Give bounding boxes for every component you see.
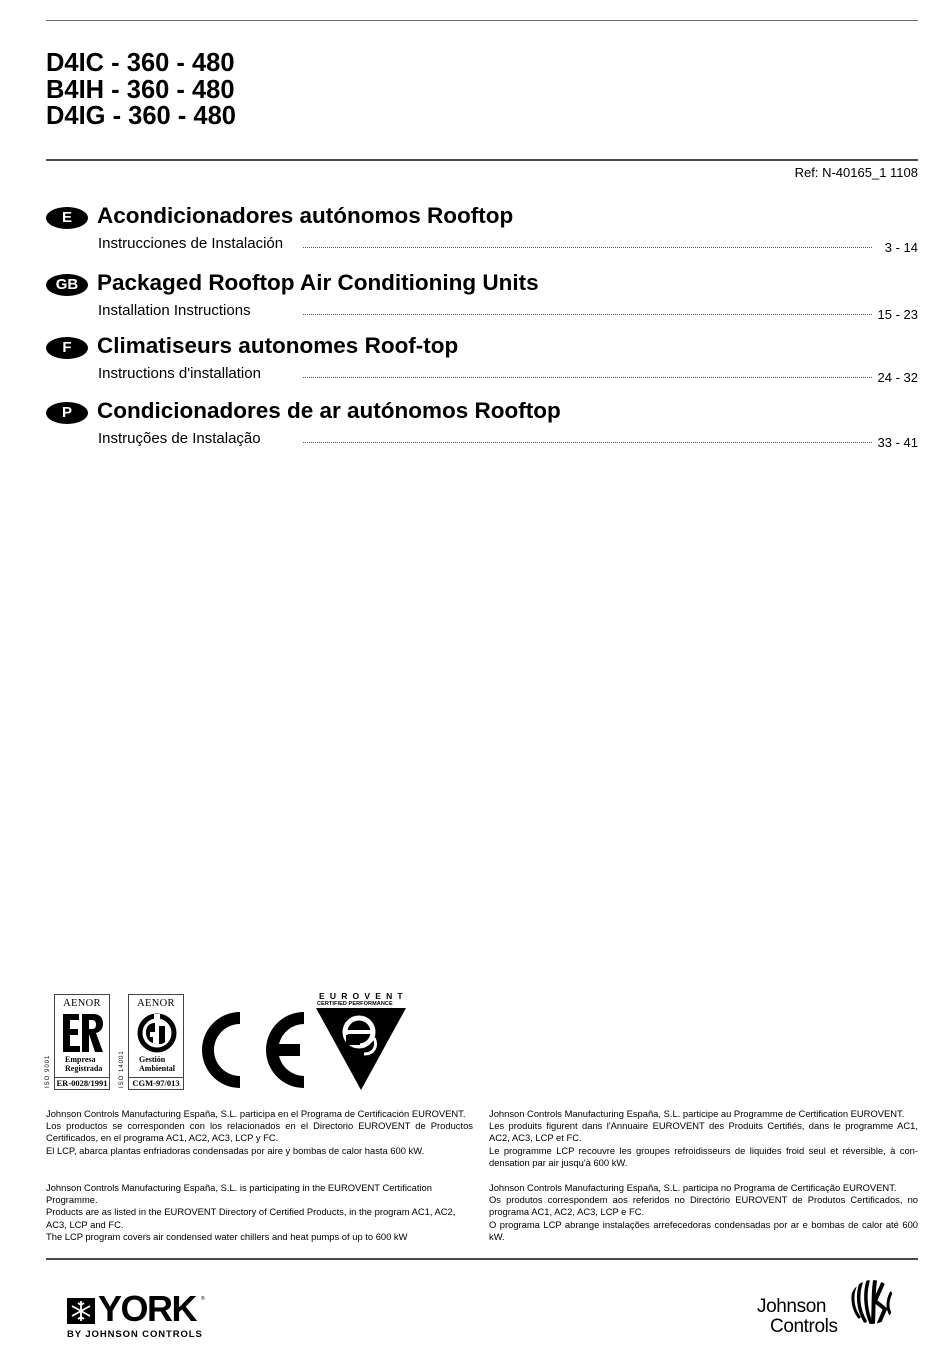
jc-globe-icon	[849, 1279, 895, 1325]
aenor-gm-logo	[128, 994, 184, 1090]
leader-dots	[303, 442, 872, 443]
aenor-code: CGM-97/013	[128, 1077, 184, 1090]
eurovent-subtitle: CERTIFIED PERFORMANCE	[317, 1001, 393, 1007]
toc-title: Packaged Rooftop Air Conditioning Units	[97, 270, 539, 295]
certification-text-es	[46, 1108, 473, 1157]
aenor-name: AENOR	[63, 998, 101, 1009]
cert-paragraph: Products are as listed in the EUROVENT Directory of Certified Products, in the program AC1, AC2, AC3, LCP and FC.	[46, 1206, 456, 1230]
caption-line: Ambiental	[139, 1064, 175, 1073]
certification-text-en	[46, 1182, 473, 1243]
eurovent-triangle-icon	[316, 1008, 406, 1090]
snowflake-icon	[67, 1298, 95, 1324]
toc-subtitle: Instruções de Instalação	[98, 430, 261, 447]
jc-wordmark-line1: Johnson	[757, 1296, 827, 1317]
cert-paragraph: Johnson Controls Manufacturing España, S.L. participa no Programa de Certificação EUROVENT.	[489, 1182, 897, 1193]
cert-paragraph: Los productos se corresponden con los relacionados en el Directorio EUROVENT de Productos Certificados, en el programa AC1, AC2, AC3, LCP y FC.	[46, 1120, 473, 1144]
leader-dots	[303, 377, 872, 378]
er-mark-icon	[63, 1014, 103, 1052]
toc-page-range: 24 - 32	[874, 370, 918, 385]
toc-subtitle: Instructions d'installation	[98, 365, 261, 382]
cert-paragraph: Johnson Controls Manufacturing España, S.L. participe au Programme de Certification EUROVENT.	[489, 1108, 905, 1119]
aenor-code: ER-0028/1991	[54, 1077, 110, 1090]
leader-dots	[303, 247, 872, 248]
cert-paragraph: Le programme LCP recouvre les groupes refroidisseurs de liquides froid seul et réversible, à con-densation par air jusqu'à 600 kW.	[489, 1144, 918, 1168]
document-reference: Ref: N-40165_1 1108	[794, 165, 918, 180]
caption-line: Gestión	[139, 1055, 166, 1064]
language-badge-p: P	[46, 402, 88, 424]
model-name: D4IC - 360 - 480	[46, 49, 235, 77]
cert-paragraph: Les produits figurent dans l'Annuaire EUROVENT des Produits Certifiés, dans le programme AC1, AC2, AC3, LCP et FC.	[489, 1120, 918, 1144]
york-tagline: BY JOHNSON CONTROLS	[67, 1329, 203, 1340]
ce-mark-icon	[194, 1010, 309, 1090]
model-list	[46, 50, 236, 130]
jc-wordmark-line2: Controls	[770, 1316, 838, 1337]
cert-paragraph: Johnson Controls Manufacturing España, S.L. is participating in the EUROVENT Certification Programme.	[46, 1182, 432, 1206]
cert-paragraph: Os produtos correspondem aos referidos no Directório EUROVENT de Produtos Certificados, no programa AC1, AC2, AC3, LCP e FC.	[489, 1194, 918, 1218]
registered-mark: ®	[201, 1296, 205, 1302]
header-rule	[46, 159, 918, 161]
aenor-caption	[139, 1055, 175, 1073]
aenor-er-logo	[54, 994, 110, 1090]
aenor-name: AENOR	[137, 998, 175, 1009]
toc-subtitle: Instrucciones de Instalación	[98, 235, 284, 252]
leader-dots	[303, 314, 872, 315]
toc-page-range: 33 - 41	[874, 435, 918, 450]
cert-paragraph: El LCP, abarca plantas enfriadoras condensadas por aire y bombas de calor hasta 600 kW.	[46, 1144, 425, 1156]
toc-page-range: 3 - 14	[881, 240, 918, 255]
language-badge-gb: GB	[46, 274, 88, 296]
eurovent-logo	[316, 992, 408, 1090]
toc-title: Condicionadores de ar autónomos Rooftop	[97, 398, 561, 423]
caption-line: Empresa	[65, 1055, 96, 1064]
top-rule	[46, 20, 918, 21]
eurovent-name: EUROVENT	[319, 991, 408, 1001]
model-name: D4IG - 360 - 480	[46, 102, 236, 130]
iso-label: ISO 9001	[45, 1054, 51, 1088]
language-badge-f: F	[46, 337, 88, 359]
certification-text-pt	[489, 1182, 918, 1243]
toc-title: Climatiseurs autonomes Roof-top	[97, 333, 459, 358]
cert-paragraph: O programa LCP abrange instalações arrefecedoras condensadas por ar e bombas de calor até 600 kW.	[489, 1218, 918, 1242]
cert-paragraph: Johnson Controls Manufacturing España, S.L. participa en el Programa de Certificación EUROVENT.	[46, 1108, 466, 1119]
gestion-ambiental-icon	[137, 1013, 177, 1053]
model-name: B4IH - 360 - 480	[46, 75, 235, 104]
footer-rule	[46, 1258, 918, 1260]
toc-page-range: 15 - 23	[874, 307, 918, 322]
certification-text-fr	[489, 1108, 918, 1169]
toc-title: Acondicionadores autónomos Rooftop	[97, 203, 514, 228]
aenor-caption	[65, 1055, 102, 1073]
york-wordmark: YORK	[98, 1288, 197, 1329]
toc-subtitle: Installation Instructions	[98, 302, 251, 319]
iso-label: ISO 14001	[119, 1050, 125, 1088]
cert-paragraph: The LCP program covers air condensed water chillers and heat pumps of up to 600 kW	[46, 1230, 408, 1242]
caption-line: Registrada	[65, 1064, 103, 1073]
language-badge-e: E	[46, 207, 88, 229]
